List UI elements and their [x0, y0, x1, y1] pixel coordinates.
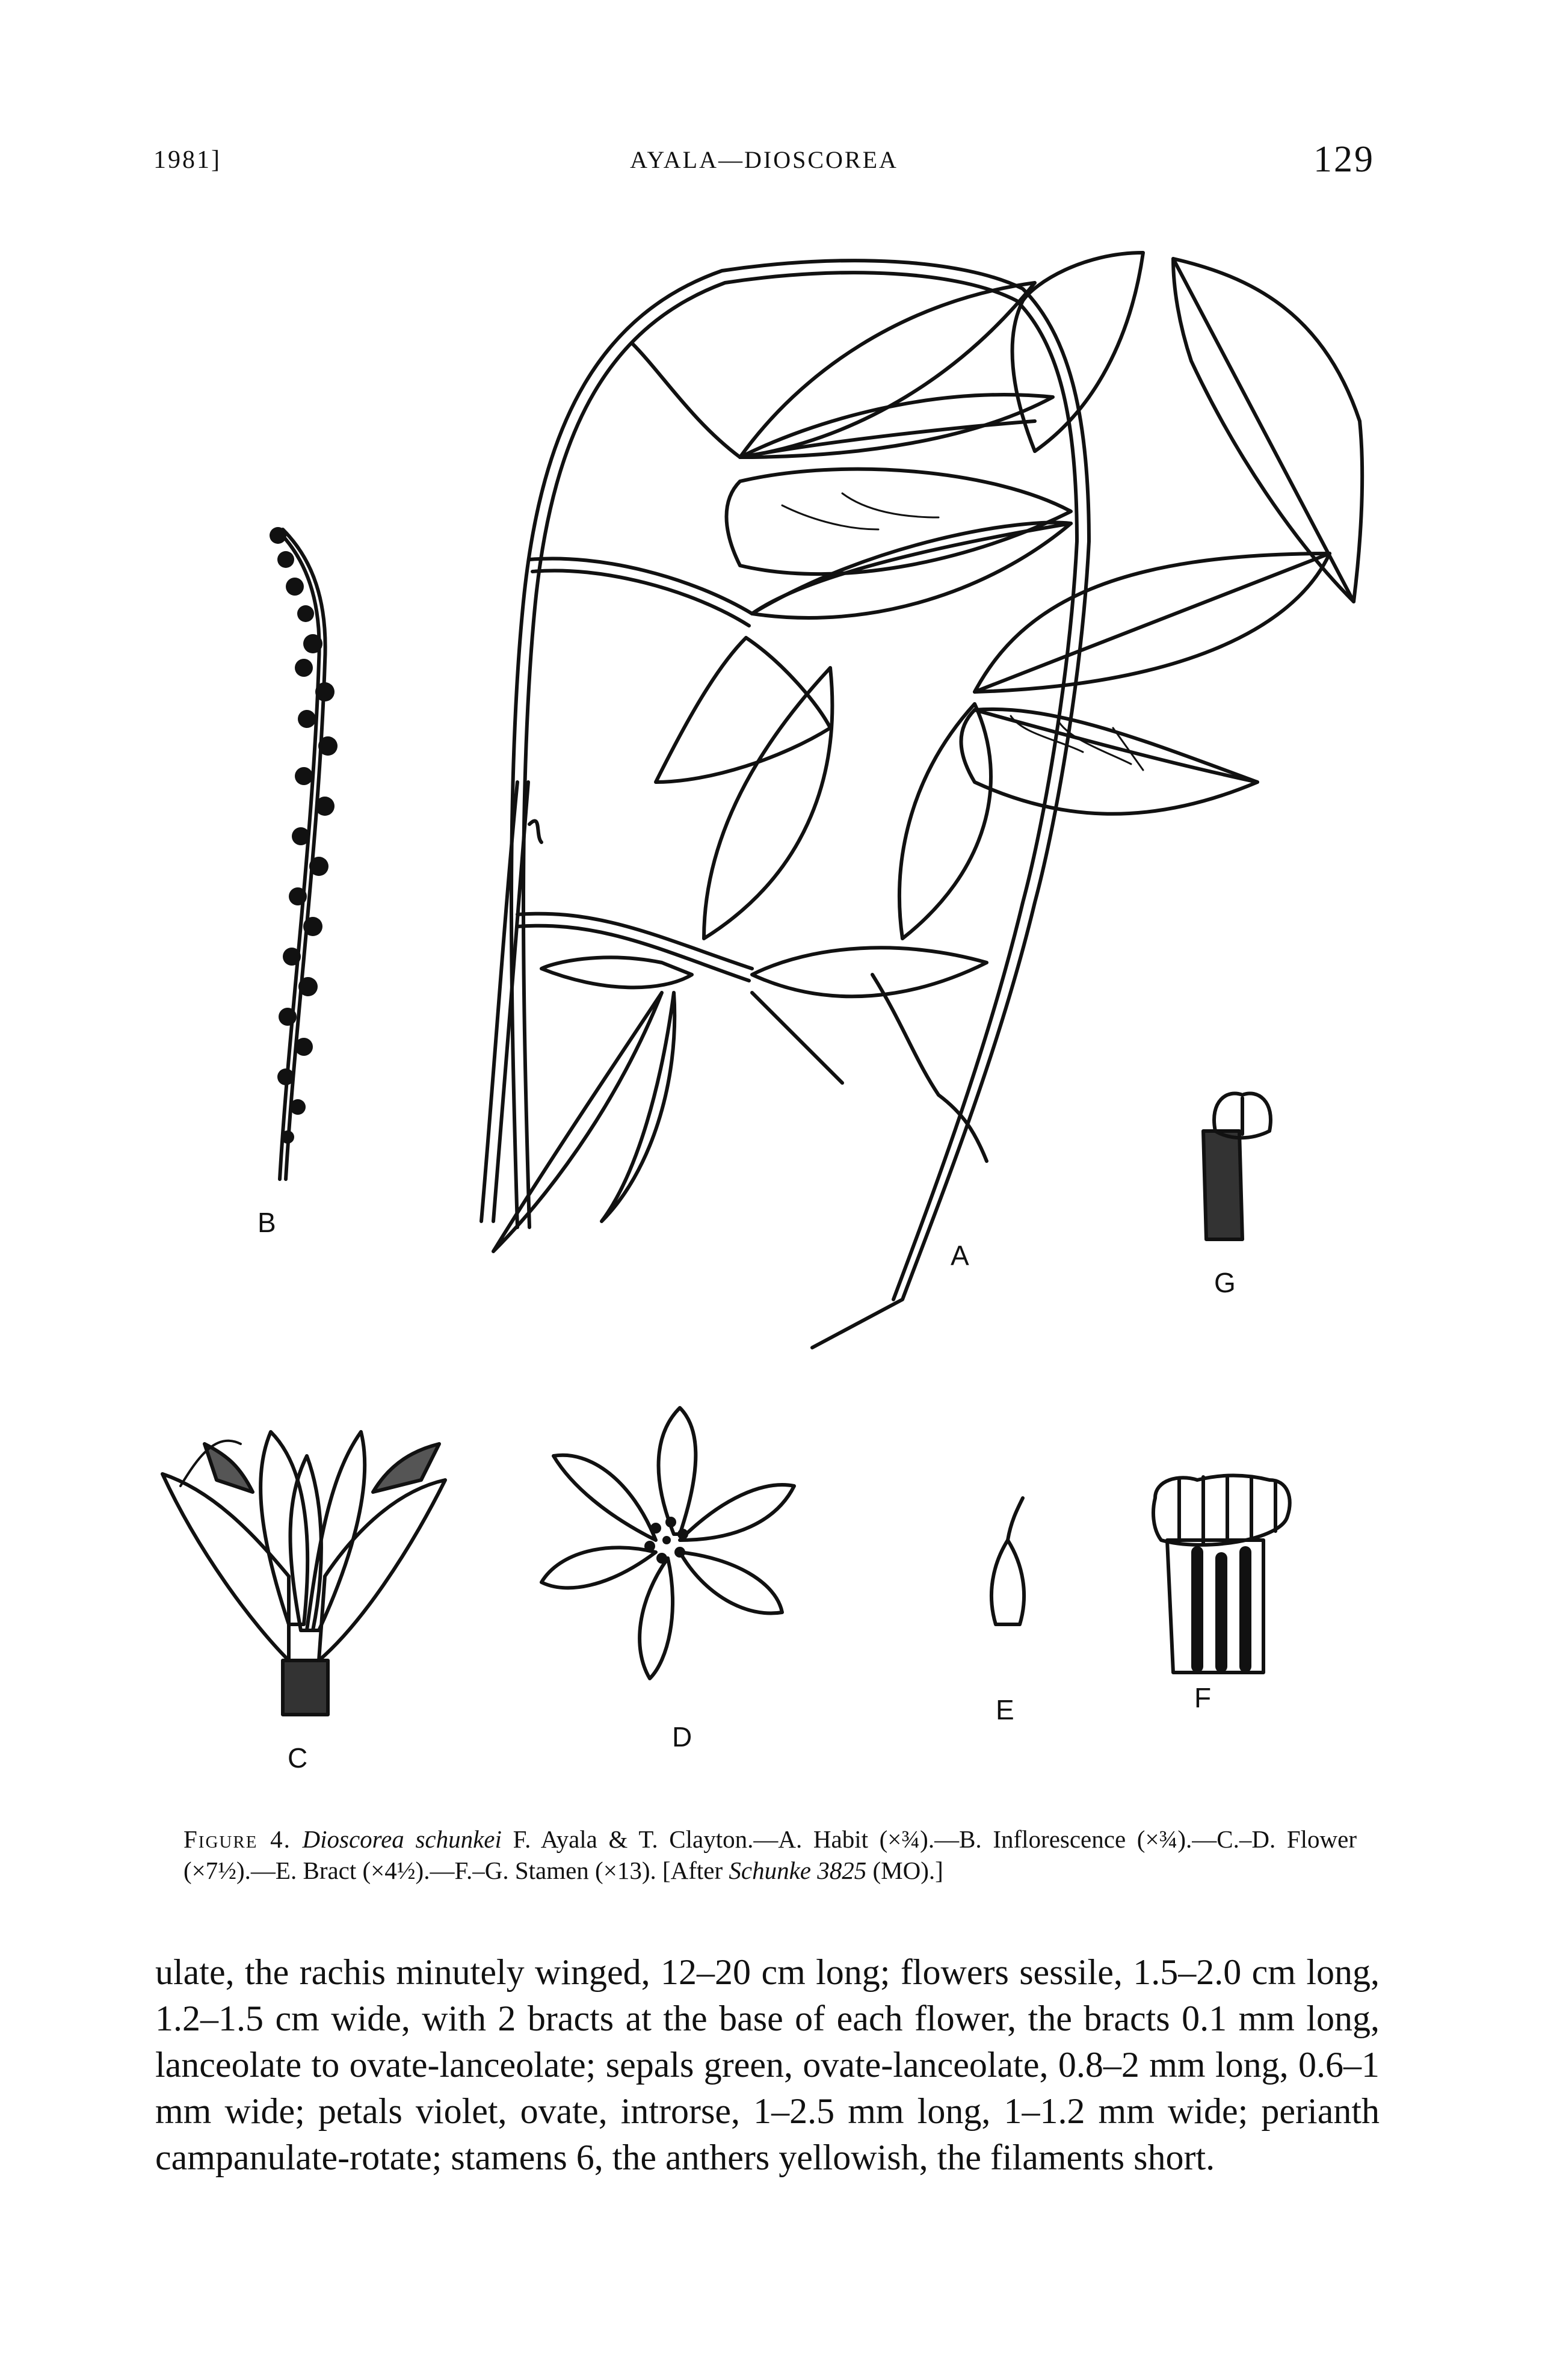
- panel-label-a: A: [951, 1240, 969, 1271]
- herbarium: (MO).]: [872, 1857, 943, 1884]
- bract-illustration: [991, 1498, 1024, 1624]
- panel-label-b: B: [258, 1207, 276, 1238]
- species-authors: F. Ayala & T. Clayton.: [513, 1825, 754, 1853]
- panel-label-d: D: [672, 1721, 692, 1753]
- figure-caption: [183, 1824, 1357, 1886]
- panel-label-g: G: [1214, 1267, 1236, 1298]
- flower-top-illustration: [541, 1408, 794, 1679]
- panel-label-c: C: [288, 1742, 308, 1774]
- species-name: Dioscorea schunkei: [302, 1825, 502, 1853]
- stamens-f-illustration: [1153, 1476, 1290, 1673]
- stamen-g-illustration: [1203, 1094, 1271, 1240]
- page-number: 129: [1313, 139, 1375, 180]
- volume-year: 1981]: [153, 146, 221, 174]
- figure-label: Figure 4.: [183, 1825, 291, 1853]
- flower-side-illustration: [162, 1432, 445, 1715]
- body-paragraph: ulate, the rachis minutely winged, 12–20 cm long; flowers sessile, 1.5–2.0 cm long, 1.2–1.5 cm wide, with 2 bracts at the base of each flower, the bracts 0.1 mm long, lanceolate to ovate-lanceolate; sepals green, ovate-lanceolate, 0.8–2 mm long, 0.6–1 mm wide; petals violet, ovate, introrse, 1–2.5 mm long, 1–1.2 mm wide; perianth campanulate-rotate; stamens 6, the anthers yellowish, the filaments short.: [155, 1952, 1380, 2177]
- panel-label-f: F: [1194, 1682, 1212, 1713]
- panel-label-e: E: [996, 1694, 1014, 1725]
- inflorescence-illustration: [270, 527, 338, 1179]
- running-title: AYALA—DIOSCOREA: [630, 146, 898, 173]
- collector-number: Schunke 3825: [729, 1857, 867, 1884]
- caption-text: —A. Habit (×¾).—B. Inflorescence (×¾).—C.–D. Flower (×7½).—E. Bract (×4½).—F.–G. Stamen (×13). [After: [183, 1825, 1357, 1884]
